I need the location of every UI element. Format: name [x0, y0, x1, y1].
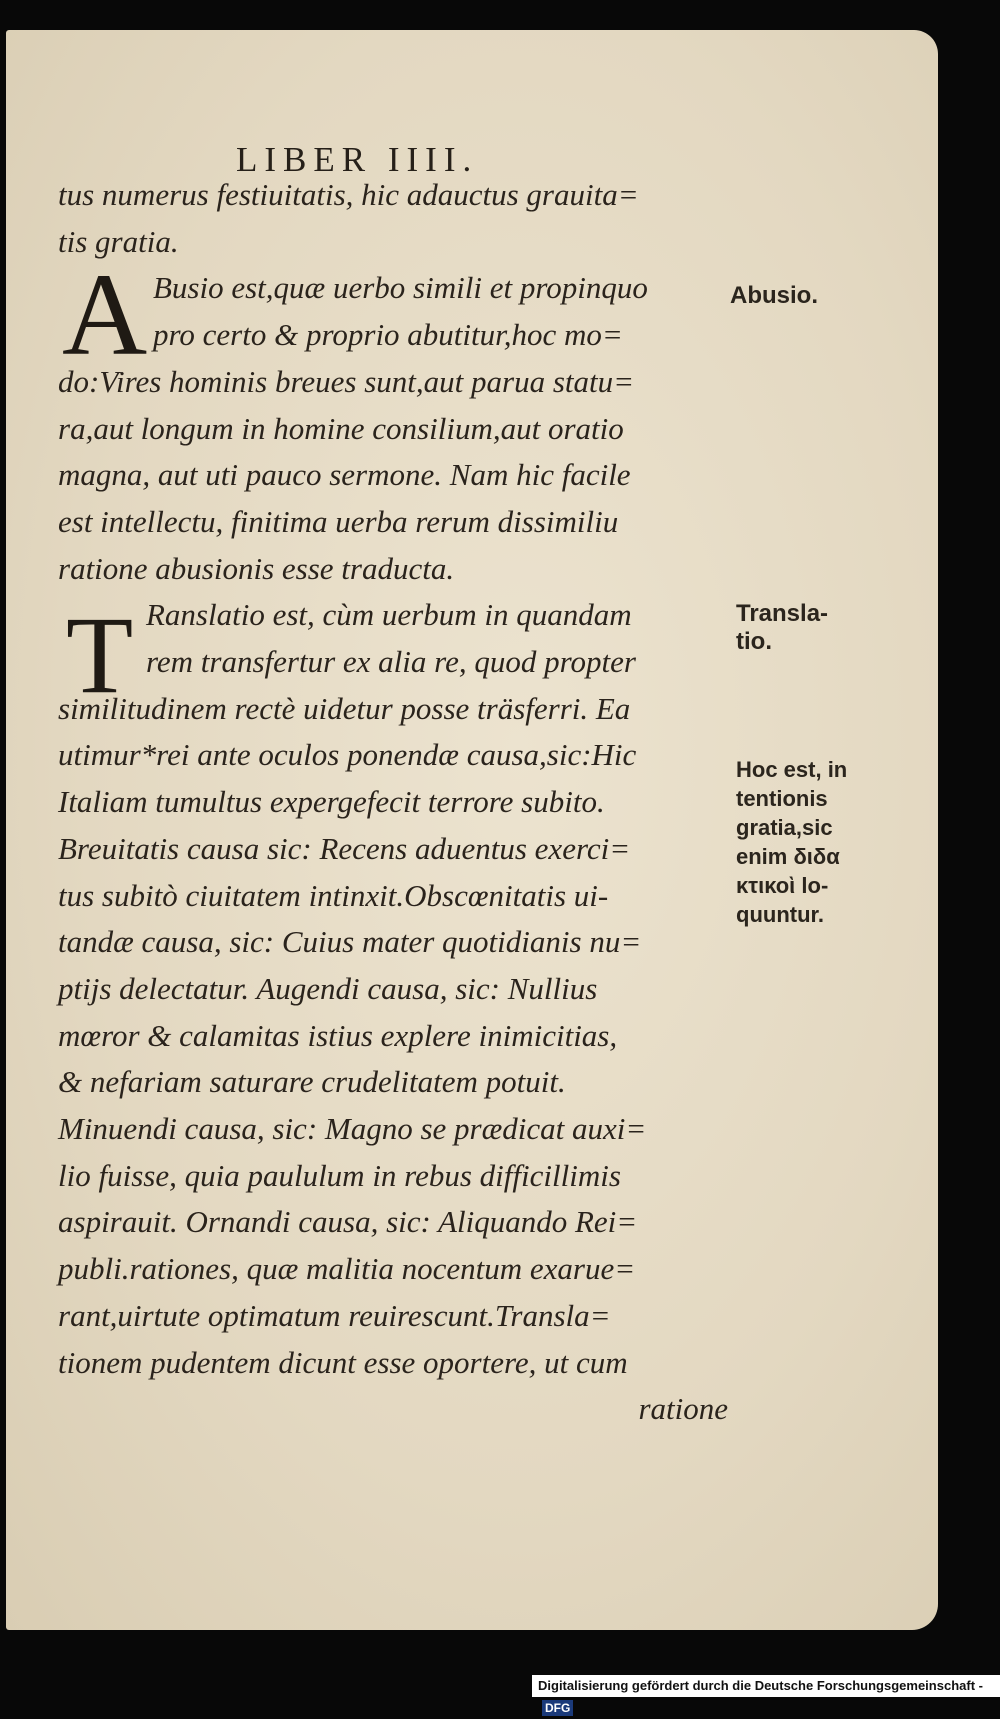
text-line: & nefariam saturare crudelitatem potuit. — [58, 1064, 566, 1100]
text-line: Busio est,quæ uerbo simili et propinquo — [153, 270, 648, 306]
text-line: rem transfertur ex alia re, quod propter — [146, 644, 636, 680]
text-line: aspirauit. Ornandi causa, sic: Aliquando Rei= — [58, 1204, 638, 1240]
margin-note-text: tentionis — [736, 786, 828, 811]
text-line: Ranslatio est, cùm uerbum in quandam — [146, 597, 632, 633]
margin-note-text: Abusio. — [730, 282, 818, 309]
text-line: rant,uirtute optimatum reuirescunt.Transla= — [58, 1297, 611, 1333]
text-line: Italiam tumultus expergefecit terrore subito. — [58, 784, 605, 820]
margin-note-text: κτικοὶ lo- — [736, 873, 829, 898]
margin-note-intentionis — [736, 755, 847, 929]
text-line: mœror & calamitas istius explere inimicitias, — [58, 1017, 618, 1053]
text-line: similitudinem rectè uidetur posse träsferri. Ea — [58, 690, 631, 726]
body-text — [58, 172, 728, 1433]
text-line: tus subitò ciuitatem intinxit.Obscœnitatis ui- — [58, 877, 609, 913]
text-line: Breuitatis causa sic: Recens aduentus exerci= — [58, 830, 631, 866]
margin-note-abusio — [730, 282, 818, 310]
margin-note-text: Hoc est, in — [736, 757, 848, 782]
drop-capital-a: A — [62, 249, 148, 380]
running-head: LIBER IIII. — [236, 140, 479, 179]
funding-footer — [532, 1675, 1000, 1715]
text-line: tionem pudentem dicunt esse oportere, ut cum — [58, 1344, 628, 1380]
text-line: Minuendi causa, sic: Magno se prædicat auxi= — [58, 1111, 647, 1147]
footer-text: Digitalisierung gefördert durch die Deutsche Forschungsgemeinschaft - — [538, 1678, 983, 1693]
text-line: do:Vires hominis breues sunt,aut parua statu= — [58, 363, 635, 399]
margin-note-text: enim διδα — [736, 844, 840, 869]
catchword: ratione — [638, 1391, 728, 1427]
text-line: tis gratia. — [58, 223, 179, 259]
text-line: tandæ causa, sic: Cuius mater quotidianis nu= — [58, 924, 642, 960]
margin-note-text: Transla- — [736, 600, 829, 627]
margin-note-text: quuntur. — [736, 902, 824, 927]
text-line: ptijs delectatur. Augendi causa, sic: Nullius — [58, 970, 598, 1006]
margin-note-translatio — [736, 600, 828, 656]
text-line: est intellectu, finitima uerba rerum dissimiliu — [58, 503, 619, 539]
text-line: pro certo & proprio abutitur,hoc mo= — [153, 317, 623, 353]
dfg-logo: DFG — [542, 1700, 573, 1716]
text-line: publi.rationes, quæ malitia nocentum exarue= — [58, 1251, 636, 1287]
drop-capital-t: T — [66, 594, 134, 716]
text-line: tus numerus festiuitatis, hic adauctus grauita= — [58, 177, 639, 212]
text-line: magna, aut uti pauco sermone. Nam hic facile — [58, 457, 631, 493]
text-line: utimur*rei ante oculos ponendæ causa,sic:Hic — [58, 737, 637, 773]
text-line: ra,aut longum in homine consilium,aut oratio — [58, 410, 624, 446]
margin-note-text: tio. — [736, 628, 772, 655]
text-line: ratione abusionis esse traducta. — [58, 550, 455, 586]
text-line: lio fuisse, quia paululum in rebus difficillimis — [58, 1157, 621, 1193]
margin-note-text: gratia,sic — [736, 815, 833, 840]
